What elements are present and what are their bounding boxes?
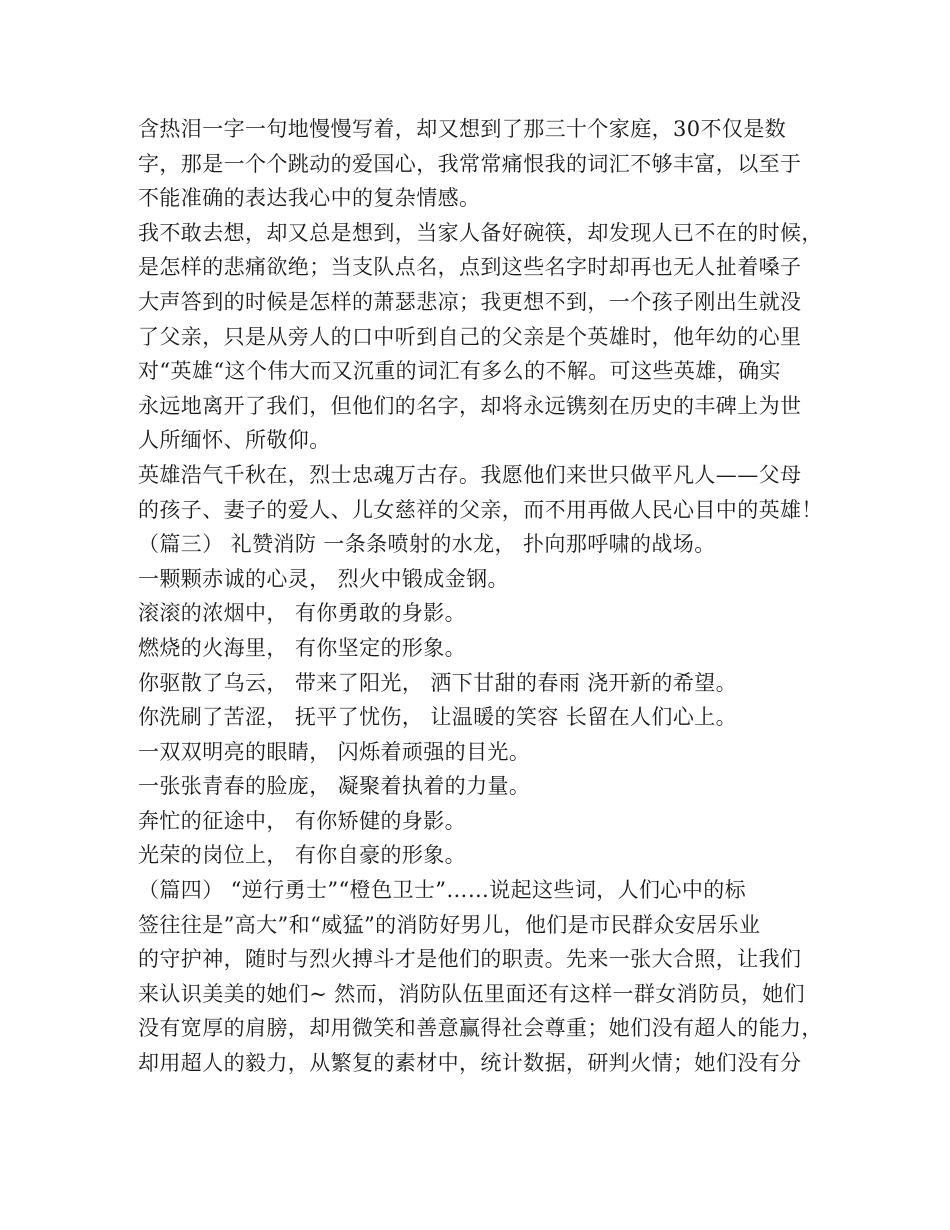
text-line: 是怎样的悲痛欲绝；当支队点名，点到这些名字时却再也无人扯着嗓子 bbox=[138, 255, 802, 280]
text-line: 了父亲，只是从旁人的口中听到自己的父亲是个英雄时，他年幼的心里 bbox=[138, 324, 802, 349]
text-line: 一张张青春的脸庞， 凝聚着执着的力量。 bbox=[138, 774, 531, 799]
text-line: 签往往是”高大”和“威猛”的消防好男儿，他们是市民群众安居乐业 bbox=[138, 912, 761, 937]
text-line: 一双双明亮的眼睛， 闪烁着顽强的目光。 bbox=[138, 739, 531, 764]
text-line: 的孩子、妻子的爱人、儿女慈祥的父亲，而不用再做人民心目中的英雄！ bbox=[138, 497, 823, 522]
text-line: 含热泪一字一句地慢慢写着，却又想到了那三十个家庭，30不仅是数 bbox=[138, 117, 787, 141]
text-line: 对“英雄“这个伟大而又沉重的词汇有多么的不解。可这些英雄，确实 bbox=[138, 359, 781, 384]
text-line: 光荣的岗位上， 有你自豪的形象。 bbox=[138, 843, 467, 868]
text-line: （篇四） “逆行勇士”“橙色卫士”……说起这些词，人们心中的标 bbox=[138, 878, 747, 903]
text-line: 你驱散了乌云， 带来了阳光， 洒下甘甜的春雨 浇开新的希望。 bbox=[138, 670, 738, 695]
text-line: 滚滚的浓烟中， 有你勇敢的身影。 bbox=[138, 601, 467, 626]
text-line: 奔忙的征途中， 有你矫健的身影。 bbox=[138, 808, 467, 833]
text-line: 我不敢去想，却又总是想到，当家人备好碗筷，却发现人已不在的时候， bbox=[138, 220, 823, 245]
text-line: 字，那是一个个跳动的爱国心，我常常痛恨我的词汇不够丰富，以至于 bbox=[138, 151, 802, 176]
text-line: 不能准确的表达我心中的复杂情感。 bbox=[138, 186, 481, 211]
text-line: 没有宽厚的肩膀，却用微笑和善意赢得社会尊重；她们没有超人的能力， bbox=[138, 1016, 823, 1041]
text-line: 来认识美美的她们~ 然而，消防队伍里面还有这样一群女消防员，她们 bbox=[138, 981, 806, 1006]
text-line: 却用超人的毅力，从繁复的素材中，统计数据，研判火情；她们没有分 bbox=[138, 1051, 802, 1076]
body-text bbox=[138, 112, 828, 1081]
text-line: 一颗颗赤诚的心灵， 烈火中锻成金钢。 bbox=[138, 566, 509, 591]
text-line: 人所缅怀、所敬仰。 bbox=[138, 428, 331, 453]
text-line: 英雄浩气千秋在，烈士忠魂万古存。我愿他们来世只做平凡人——父母 bbox=[138, 462, 802, 487]
text-line: 永远地离开了我们，但他们的名字，却将永远镌刻在历史的丰碑上为世 bbox=[138, 393, 802, 418]
text-line: 大声答到的时候是怎样的萧瑟悲凉；我更想不到，一个孩子刚出生就没 bbox=[138, 289, 802, 314]
text-line: （篇三） 礼赞消防 一条条喷射的水龙， 扑向那呼啸的战场。 bbox=[138, 532, 716, 557]
text-line: 燃烧的火海里， 有你坚定的形象。 bbox=[138, 635, 467, 660]
text-line: 你洗刷了苦涩， 抚平了忧伤， 让温暖的笑容 长留在人们心上。 bbox=[138, 705, 738, 730]
text-line: 的守护神，随时与烈火搏斗才是他们的职责。先来一张大合照，让我们 bbox=[138, 947, 802, 972]
